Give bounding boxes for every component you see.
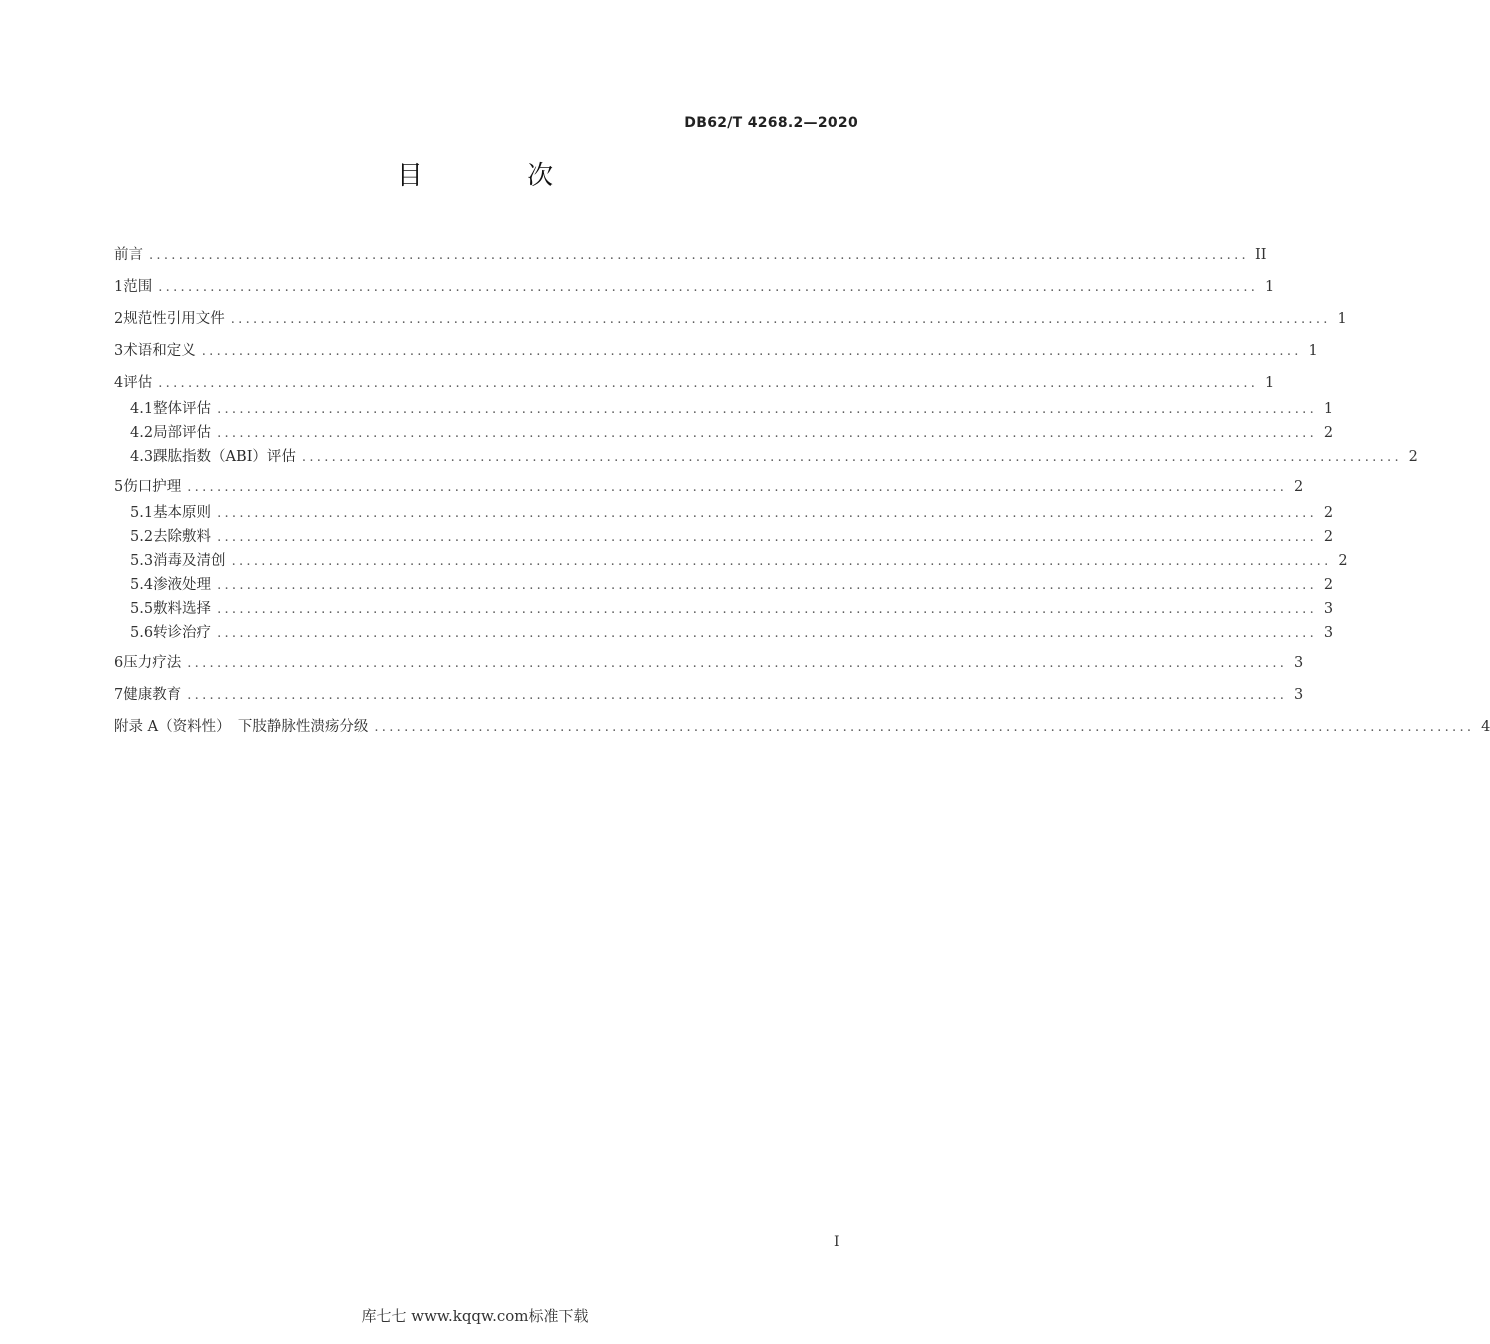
toc-entry-page: 2	[1323, 529, 1334, 545]
toc-entry-label: 健康教育	[123, 687, 182, 703]
leader-dots: ....................................................................................................................................................	[217, 578, 1318, 593]
toc-entry-4-1[interactable]	[114, 398, 1334, 420]
toc-entry-label: 附录 A（资料性） 下肢静脉性溃疡分级	[114, 719, 369, 735]
toc-entry-annex-a[interactable]	[114, 716, 1490, 738]
toc-entry-page: 3	[1323, 601, 1334, 617]
toc-entry-page: 3	[1293, 687, 1304, 703]
toc-entry-label: 压力疗法	[123, 655, 182, 671]
toc-entry-label: 评估	[123, 375, 153, 391]
toc-entry-1[interactable]	[114, 276, 1275, 298]
leader-dots: ....................................................................................................................................................	[187, 656, 1288, 671]
leader-dots: ....................................................................................................................................................	[217, 426, 1318, 441]
toc-entry-label: 渗液处理	[153, 577, 212, 593]
leader-dots: ....................................................................................................................................................	[158, 376, 1259, 391]
toc-entry-label: 消毒及清创	[153, 553, 226, 569]
toc-entry-label: 术语和定义	[123, 343, 196, 359]
leader-dots: ....................................................................................................................................................	[187, 480, 1288, 495]
watermark-text: 库七七 www.kqqw.com标准下载	[361, 1307, 589, 1325]
toc-entry-page: 1	[1337, 311, 1347, 327]
leader-dots: ....................................................................................................................................................	[187, 688, 1288, 703]
toc-entry-number: 5.4	[130, 577, 154, 593]
toc-entry-label: 前言	[114, 247, 143, 263]
toc-entry-5-3[interactable]	[114, 550, 1348, 572]
toc-entry-label: 敷料选择	[153, 601, 212, 617]
toc-entry-number: 6	[114, 655, 124, 671]
toc-entry-foreword[interactable]	[114, 244, 1267, 266]
toc-entry-4-3[interactable]	[114, 446, 1418, 468]
leader-dots: ....................................................................................................................................................	[217, 626, 1318, 641]
toc-entry-label: 基本原则	[153, 505, 212, 521]
toc-entry-number: 7	[114, 687, 124, 703]
toc-entry-page: 3	[1293, 655, 1304, 671]
toc-entry-label: 范围	[123, 279, 153, 295]
toc-entry-number: 4.1	[130, 401, 154, 417]
toc-entry-page: II	[1254, 247, 1267, 263]
toc-entry-number: 4.2	[130, 425, 154, 441]
toc-entry-page: 2	[1338, 553, 1348, 569]
leader-dots: ....................................................................................................................................................	[158, 280, 1259, 295]
toc-entry-label: 踝肱指数（ABI）评估	[153, 449, 296, 465]
toc-entry-label: 整体评估	[153, 401, 212, 417]
toc-entry-page: 2	[1293, 479, 1304, 495]
toc-entry-6[interactable]	[114, 652, 1304, 674]
toc-entry-number: 4.3	[130, 449, 154, 465]
toc-entry-label: 规范性引用文件	[123, 311, 225, 327]
leader-dots: ....................................................................................................................................................	[231, 554, 1332, 569]
toc-entry-page: 1	[1308, 343, 1318, 359]
toc-entry-page: 2	[1323, 505, 1334, 521]
toc-entry-label: 去除敷料	[153, 529, 212, 545]
toc-entry-number: 4	[114, 375, 124, 391]
toc-entry-page: 3	[1323, 625, 1334, 641]
toc-entry-number: 5.2	[130, 529, 154, 545]
toc-entry-number: 5.6	[130, 625, 154, 641]
toc-entry-number: 5.5	[130, 601, 154, 617]
leader-dots: ....................................................................................................................................................	[149, 248, 1249, 263]
toc-entry-5-1[interactable]	[114, 502, 1334, 524]
toc-entry-page: 1	[1323, 401, 1334, 417]
leader-dots: ....................................................................................................................................................	[217, 402, 1318, 417]
toc-entry-number: 1	[114, 279, 124, 295]
leader-dots: ....................................................................................................................................................	[217, 506, 1318, 521]
toc-entry-3[interactable]	[114, 340, 1318, 362]
toc-entry-number: 5	[114, 479, 124, 495]
toc-entry-7[interactable]	[114, 684, 1304, 706]
toc-entry-page: 1	[1264, 279, 1275, 295]
toc-entry-2[interactable]	[114, 308, 1347, 330]
toc-entry-5-5[interactable]	[114, 598, 1334, 620]
toc-entry-label: 转诊治疗	[153, 625, 212, 641]
toc-entry-page: 2	[1323, 425, 1334, 441]
leader-dots: ....................................................................................................................................................	[374, 720, 1475, 735]
standard-code: DB62/T 4268.2—2020	[684, 115, 858, 131]
toc-entry-5-6[interactable]	[114, 622, 1334, 644]
toc-entry-label: 局部评估	[153, 425, 212, 441]
leader-dots: ....................................................................................................................................................	[230, 312, 1331, 327]
page-title: 目 次	[396, 161, 602, 191]
toc-entry-page: 2	[1408, 449, 1418, 465]
toc-entry-label: 伤口护理	[123, 479, 182, 495]
leader-dots: ....................................................................................................................................................	[201, 344, 1302, 359]
toc-entry-number: 3	[114, 343, 124, 359]
toc-entry-page: 4	[1481, 719, 1490, 735]
page-number: I	[834, 1234, 840, 1250]
toc-entry-5[interactable]	[114, 476, 1304, 498]
leader-dots: ....................................................................................................................................................	[301, 450, 1402, 465]
leader-dots: ....................................................................................................................................................	[217, 530, 1318, 545]
toc-entry-number: 5.3	[130, 553, 154, 569]
toc-entry-5-4[interactable]	[114, 574, 1334, 596]
toc-entry-page: 1	[1264, 375, 1275, 391]
toc-entry-number: 5.1	[130, 505, 154, 521]
leader-dots: ....................................................................................................................................................	[217, 602, 1318, 617]
toc-entry-4[interactable]	[114, 372, 1275, 394]
toc-entry-page: 2	[1323, 577, 1334, 593]
toc-entry-5-2[interactable]	[114, 526, 1334, 548]
toc-entry-4-2[interactable]	[114, 422, 1334, 444]
toc-entry-number: 2	[114, 311, 124, 327]
